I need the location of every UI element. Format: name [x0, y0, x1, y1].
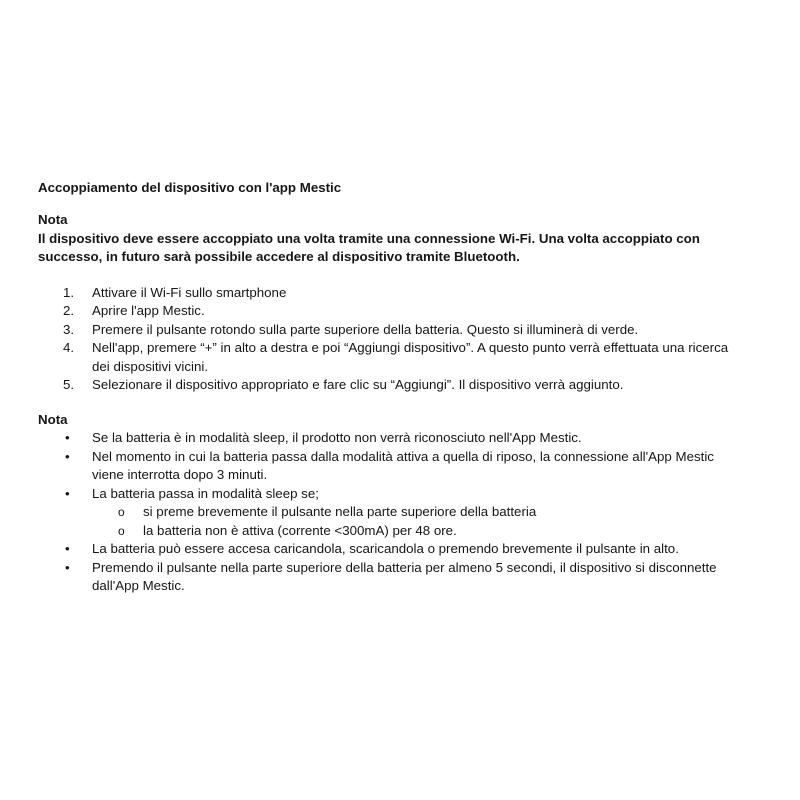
list-item: [38, 429, 748, 448]
step-text: Premere il pulsante rotondo sulla parte superiore della batteria. Questo si illuminerà di verde.: [92, 321, 639, 337]
pairing-steps-list: [38, 284, 748, 395]
bullet-text: La batteria passa in modalità sleep se;: [92, 485, 319, 501]
list-item: [38, 559, 748, 596]
sub-bullet-text: si preme brevemente il pulsante nella parte superiore della batteria: [143, 504, 537, 519]
step-text: Nell'app, premere “+” in alto a destra e poi “Aggiungi dispositivo”. A questo punto verrà effettuata una ricerca dei dispositivi vicini.: [92, 340, 729, 374]
step-number: 1.: [63, 284, 75, 300]
bullet-icon: •: [65, 541, 70, 556]
sub-bullet-icon: o: [118, 505, 125, 519]
step-text: Aprire l'app Mestic.: [92, 303, 205, 318]
document-title: Accoppiamento del dispositivo con l'app Mestic: [38, 180, 342, 195]
step-number: 3.: [63, 321, 75, 337]
bullet-icon: •: [65, 485, 70, 501]
step-text: Selezionare il dispositivo appropriato e fare clic su “Aggiungi”. Il dispositivo verrà aggiunto.: [92, 377, 624, 392]
bullet-text-with-sublist: [92, 485, 748, 541]
note-paragraph: Il dispositivo deve essere accoppiato una volta tramite una connessione Wi-Fi. Una volta accoppiato con successo, in futuro sarà possibile accedere al dispositivo tramite Bluetooth.: [38, 230, 700, 264]
sub-list-item: [92, 522, 748, 541]
sub-list-item: [92, 503, 748, 522]
bullet-icon: •: [65, 430, 70, 445]
sleep-conditions-list: [92, 503, 748, 540]
note-heading: Nota: [38, 212, 68, 227]
step-number: 5.: [63, 377, 75, 392]
bullet-text: Se la batteria è in modalità sleep, il prodotto non verrà riconosciuto nell'App Mestic.: [92, 430, 582, 445]
list-item: [38, 448, 748, 485]
step-item: [38, 339, 748, 376]
bullet-text: Premendo il pulsante nella parte superiore della batteria per almeno 5 secondi, il dispositivo si disconnette dall'App Mestic.: [92, 559, 717, 593]
step-text: Attivare il Wi-Fi sullo smartphone: [92, 284, 287, 300]
step-number: 4.: [63, 340, 75, 355]
step-number: 2.: [63, 303, 75, 318]
note-section-battery: [38, 411, 748, 596]
list-item: [38, 540, 748, 559]
step-item: [38, 376, 748, 395]
sub-bullet-text: la batteria non è attiva (corrente <300mA) per 48 ore.: [143, 522, 457, 538]
bullet-text: La batteria può essere accesa caricandola, scaricandola o premendo brevemente il pulsante in alto.: [92, 541, 679, 556]
battery-notes-list: [38, 429, 748, 596]
step-item: [38, 321, 748, 340]
bullet-text: Nel momento in cui la batteria passa dalla modalità attiva a quella di riposo, la connessione all'App Mestic viene interrotta dopo 3 minuti.: [92, 448, 714, 482]
step-item: [38, 284, 748, 303]
step-item: [38, 302, 748, 321]
note-section-wifi: [38, 211, 748, 267]
bullet-icon: •: [65, 448, 70, 464]
note-heading: Nota: [38, 411, 68, 427]
bullet-icon: •: [65, 559, 70, 575]
sub-bullet-icon: o: [118, 523, 125, 538]
list-item: [38, 485, 748, 541]
